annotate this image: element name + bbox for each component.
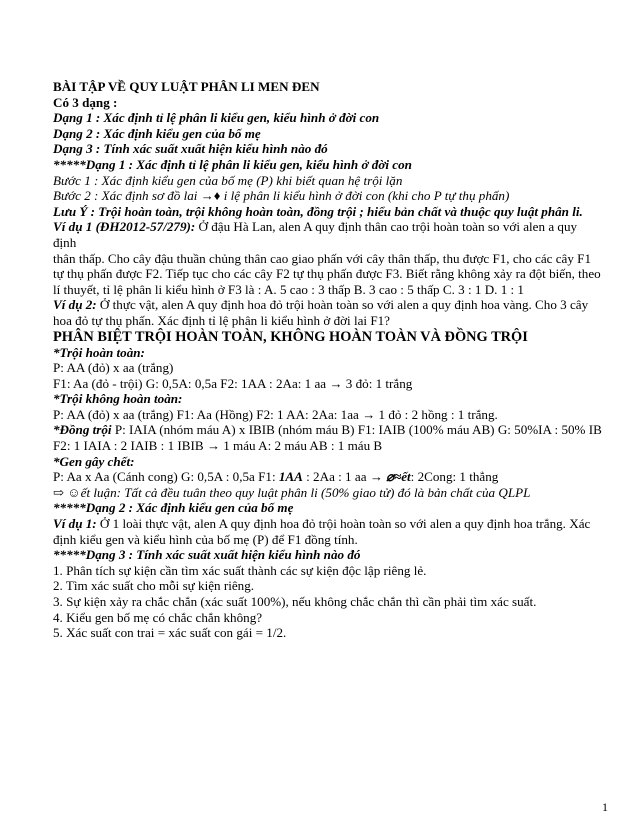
type3-item-4: 4. Kiểu gen bố mẹ có chắc chắn không? (53, 609, 263, 625)
page-number: 1 (602, 800, 608, 814)
complete-dominance-f: F1: Aa (đỏ - trội) G: 0,5A: 0,5a F2: 1AA : 2Aa: 1 aa → 3 đỏ: 1 trắng (53, 375, 413, 391)
example-2: Ví dụ 2: Ở thực vật, alen A quy định hoa đỏ trội hoàn toàn so với alen a quy định hoa vàng. Cho 3 cây hoa đỏ tự thụ phấn. Xác định tỉ lệ phân li kiểu hình ở đời lai F1? (53, 297, 589, 328)
example-type2-label: Ví dụ 1: (53, 516, 97, 532)
conclusion: ⇨ ☺ết luận: Tất cả đều tuân theo quy luật phân li (50% giao tử) đó là bản chất của QLPL (53, 484, 531, 500)
doc-title: BÀI TẬP VỀ QUY LUẬT PHÂN LI MEN ĐEN (53, 79, 320, 94)
type3-item-5: 5. Xác suất con trai = xác suất con gái = 1/2. (53, 625, 287, 641)
arrow-right-icon: → (369, 469, 383, 485)
smiley-icon: ☺ết (67, 484, 91, 500)
diamond-icon: ♦ (213, 188, 221, 204)
arrow-right-icon: → (206, 438, 220, 454)
lethal-symbol: ⌀≈ết (382, 469, 411, 485)
example-1-body: thân thấp. Cho cây đậu thuần chủng thân cao giao phấn với cây thân thấp, thu được F1, cho các cây F1 tự thụ phấn được F2. Tiếp tục cho các cây F2 tự thụ phấn được F3. Biết rằng không xảy ra đột biến, theo lí thuyết, tỉ lệ phân li kiểu hình ở F3 là : A. 5 cao : 3 thấp B. 3 cao : 5 thấp C. 3 : 1 D. 1 : 1 (53, 250, 601, 297)
incomplete-dominance-title: *Trội không hoàn toàn: (53, 391, 183, 407)
arrow-right-icon: → (200, 188, 214, 204)
example-type2: Ví dụ 1: Ở 1 loài thực vật, alen A quy định hoa đỏ trội hoàn toàn so với alen a quy định hoa trắng. Xác định kiểu gen và kiểu hình của bố mẹ (P) để F1 đồng tính. (53, 516, 591, 547)
type-3: Dạng 3 : Tính xác suất xuất hiện kiểu hình nào đó (53, 141, 328, 157)
step-1: Bước 1 : Xác định kiểu gen của bố mẹ (P) khi biết quan hệ trội lặn (53, 172, 403, 188)
step-2: Bước 2 : Xác định sơ đồ lai →♦ i lệ phân li kiểu hình ở đời con (khi cho P tự thụ phấn) (53, 188, 510, 204)
codominance-label: *Đồng trội (53, 422, 112, 438)
intro-line: Có 3 dạng : (53, 94, 118, 110)
example-1: Ví dụ 1 (ĐH2012-57/279): Ở đậu Hà Lan, alen A quy định thân cao trội hoàn toàn so với alen a quy định (53, 219, 578, 250)
incomplete-dominance-line: P: AA (đỏ) x aa (trắng) F1: Aa (Hồng) F2: 1 AA: 2Aa: 1aa → 1 đỏ : 2 hồng : 1 trắng. (53, 406, 498, 422)
complete-dominance-p: P: AA (đỏ) x aa (trắng) (53, 360, 174, 376)
arrow-right-icon: ⇨ (53, 484, 64, 500)
note: Lưu Ý : Trội hoàn toàn, trội không hoàn toàn, đồng trội ; hiểu bản chất và thuộc quy luật phân li. (53, 203, 583, 219)
codominance: *Đồng trội P: IAIA (nhóm máu A) x IBIB (nhóm máu B) F1: IAIB (100% máu AB) G: 50%IA : 50% IB F2: 1 IAIA : 2 IAIB : 1 IBIB → 1 máu A: 2 máu AB : 1 máu B (53, 422, 602, 454)
arrow-right-icon: → (362, 406, 376, 422)
complete-dominance-title: *Trội hoàn toàn: (53, 344, 145, 360)
lethal-gene-line: P: Aa x Aa (Cánh cong) G: 0,5A : 0,5a F1: 1AA : 2Aa : 1 aa → ⌀≈ết: 2Cong: 1 thẳng (53, 469, 499, 485)
arrow-right-icon: → (329, 375, 343, 391)
type2-heading: *****Dạng 2 : Xác định kiểu gen của bố mẹ (53, 500, 294, 516)
type-2: Dạng 2 : Xác định kiểu gen của bố mẹ (53, 125, 261, 141)
section-title: PHÂN BIỆT TRỘI HOÀN TOÀN, KHÔNG HOÀN TOÀN VÀ ĐỒNG TRỘI (53, 328, 528, 345)
example-2-label: Ví dụ 2: (53, 297, 97, 313)
type1-heading: *****Dạng 1 : Xác định tỉ lệ phân li kiểu gen, kiểu hình ở đời con (53, 156, 412, 172)
type3-item-3: 3. Sự kiện xảy ra chắc chắn (xác suất 100%), nếu không chắc chắn thì cần phải tìm xác suất. (53, 594, 537, 609)
lethal-genotype: 1AA (278, 469, 303, 485)
type-1: Dạng 1 : Xác định tỉ lệ phân li kiểu gen, kiểu hình ở đời con (53, 110, 380, 126)
type3-heading: *****Dạng 3 : Tính xác suất xuất hiện kiểu hình nào đó (53, 547, 361, 563)
type3-item-1: 1. Phân tích sự kiện cần tìm xác suất thành các sự kiện độc lập riêng lẻ. (53, 562, 427, 578)
type3-item-2: 2. Tìm xác suất cho mỗi sự kiện riêng. (53, 578, 255, 594)
lethal-gene-title: *Gen gây chết: (53, 453, 135, 469)
example-1-label: Ví dụ 1 (ĐH2012-57/279): (53, 219, 196, 235)
document-body (53, 79, 603, 641)
